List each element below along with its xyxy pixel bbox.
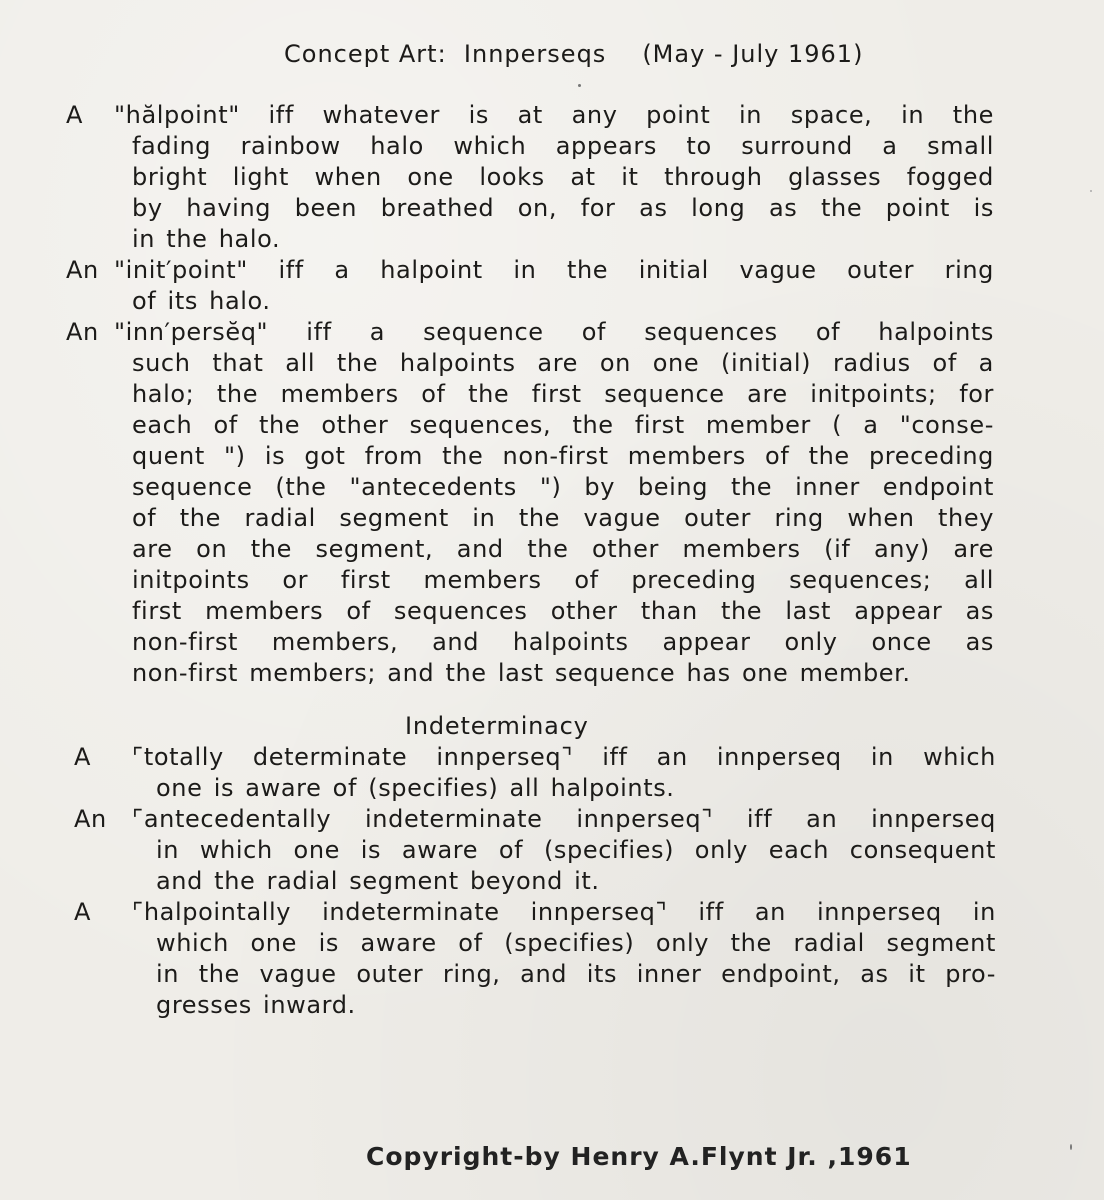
definition-article: An: [66, 318, 99, 346]
definition-text: [132, 742, 996, 804]
definition-line: halo; the members of the first sequence are initpoints; for: [132, 380, 994, 408]
definition-line: non-first members; and the last sequence has one member.: [132, 659, 911, 687]
definition-article: An: [66, 256, 99, 284]
definition-article: A: [74, 898, 92, 926]
definition-line: in the halo.: [132, 225, 281, 253]
definition-line: and the radial segment beyond it.: [156, 867, 600, 895]
definition-line: such that all the halpoints are on one (initial) radius of a: [132, 349, 994, 377]
document-header: [284, 40, 863, 68]
definition-initpoint: [64, 255, 994, 317]
definition-antecedentally-indeterminate: [72, 804, 996, 897]
definition-article: An: [74, 805, 107, 833]
definition-text: [114, 255, 994, 317]
definition-line: "inn′persĕq" iff a sequence of sequences of halpoints: [114, 318, 994, 346]
definition-line: one is aware of (specifies) all halpoints.: [156, 774, 675, 802]
definition-line: of its halo.: [132, 287, 271, 315]
definition-line: first members of sequences other than the last appear as: [132, 597, 994, 625]
definition-line: are on the segment, and the other members (if any) are: [132, 535, 994, 563]
paper-speck: [1090, 190, 1092, 192]
paper-speck: [578, 84, 581, 87]
section-title: Indeterminacy: [405, 712, 589, 740]
definition-halpointally-indeterminate: [72, 897, 996, 1021]
definition-line: which one is aware of (specifies) only the radial segment: [156, 929, 996, 957]
definition-line: initpoints or first members of preceding sequences; all: [132, 566, 994, 594]
definition-line: ⌜antecedentally indeterminate innperseq⌝ iff an innperseq: [132, 805, 996, 833]
definition-innperseq: [64, 317, 994, 689]
definition-line: quent ") is got from the non-first members of the preceding: [132, 442, 994, 470]
definition-article: A: [66, 101, 84, 129]
document-title: Concept Art: Innperseqs: [284, 40, 607, 68]
definition-line: of the radial segment in the vague outer ring when they: [132, 504, 994, 532]
definition-line: each of the other sequences, the first member ( a "conse-: [132, 411, 994, 439]
definition-line: in which one is aware of (specifies) only each consequent: [156, 836, 996, 864]
definition-line: "init′point" iff a halpoint in the initial vague outer ring: [114, 256, 994, 284]
definition-line: "hălpoint" iff whatever is at any point in space, in the: [114, 101, 994, 129]
definition-line: by having been breathed on, for as long as the point is: [132, 194, 994, 222]
document-date: (May - July 1961): [642, 40, 864, 68]
definition-line: fading rainbow halo which appears to surround a small: [132, 132, 994, 160]
definition-article: A: [74, 743, 92, 771]
definition-line: gresses inward.: [156, 991, 356, 1019]
definition-line: ⌜halpointally indeterminate innperseq⌝ iff an innperseq in: [132, 898, 996, 926]
copyright-notice: Copyright-by Henry A.Flynt Jr. ,1961: [366, 1142, 912, 1171]
definition-line: sequence (the "antecedents ") by being the inner endpoint: [132, 473, 994, 501]
definition-totally-determinate: [72, 742, 996, 804]
definition-line: in the vague outer ring, and its inner endpoint, as it pro-: [156, 960, 996, 988]
definition-line: bright light when one looks at it through glasses fogged: [132, 163, 994, 191]
definition-text: [132, 897, 996, 1021]
definition-text: [132, 804, 996, 897]
definition-line: ⌜totally determinate innperseq⌝ iff an innperseq in which: [132, 743, 996, 771]
definitions-list: [64, 100, 994, 689]
definition-text: [114, 100, 994, 255]
definition-line: non-first members, and halpoints appear only once as: [132, 628, 994, 656]
indeterminacy-list: [72, 742, 996, 1021]
definition-text: [114, 317, 994, 689]
definition-halpoint: [64, 100, 994, 255]
paper-speck: [1070, 1144, 1072, 1150]
